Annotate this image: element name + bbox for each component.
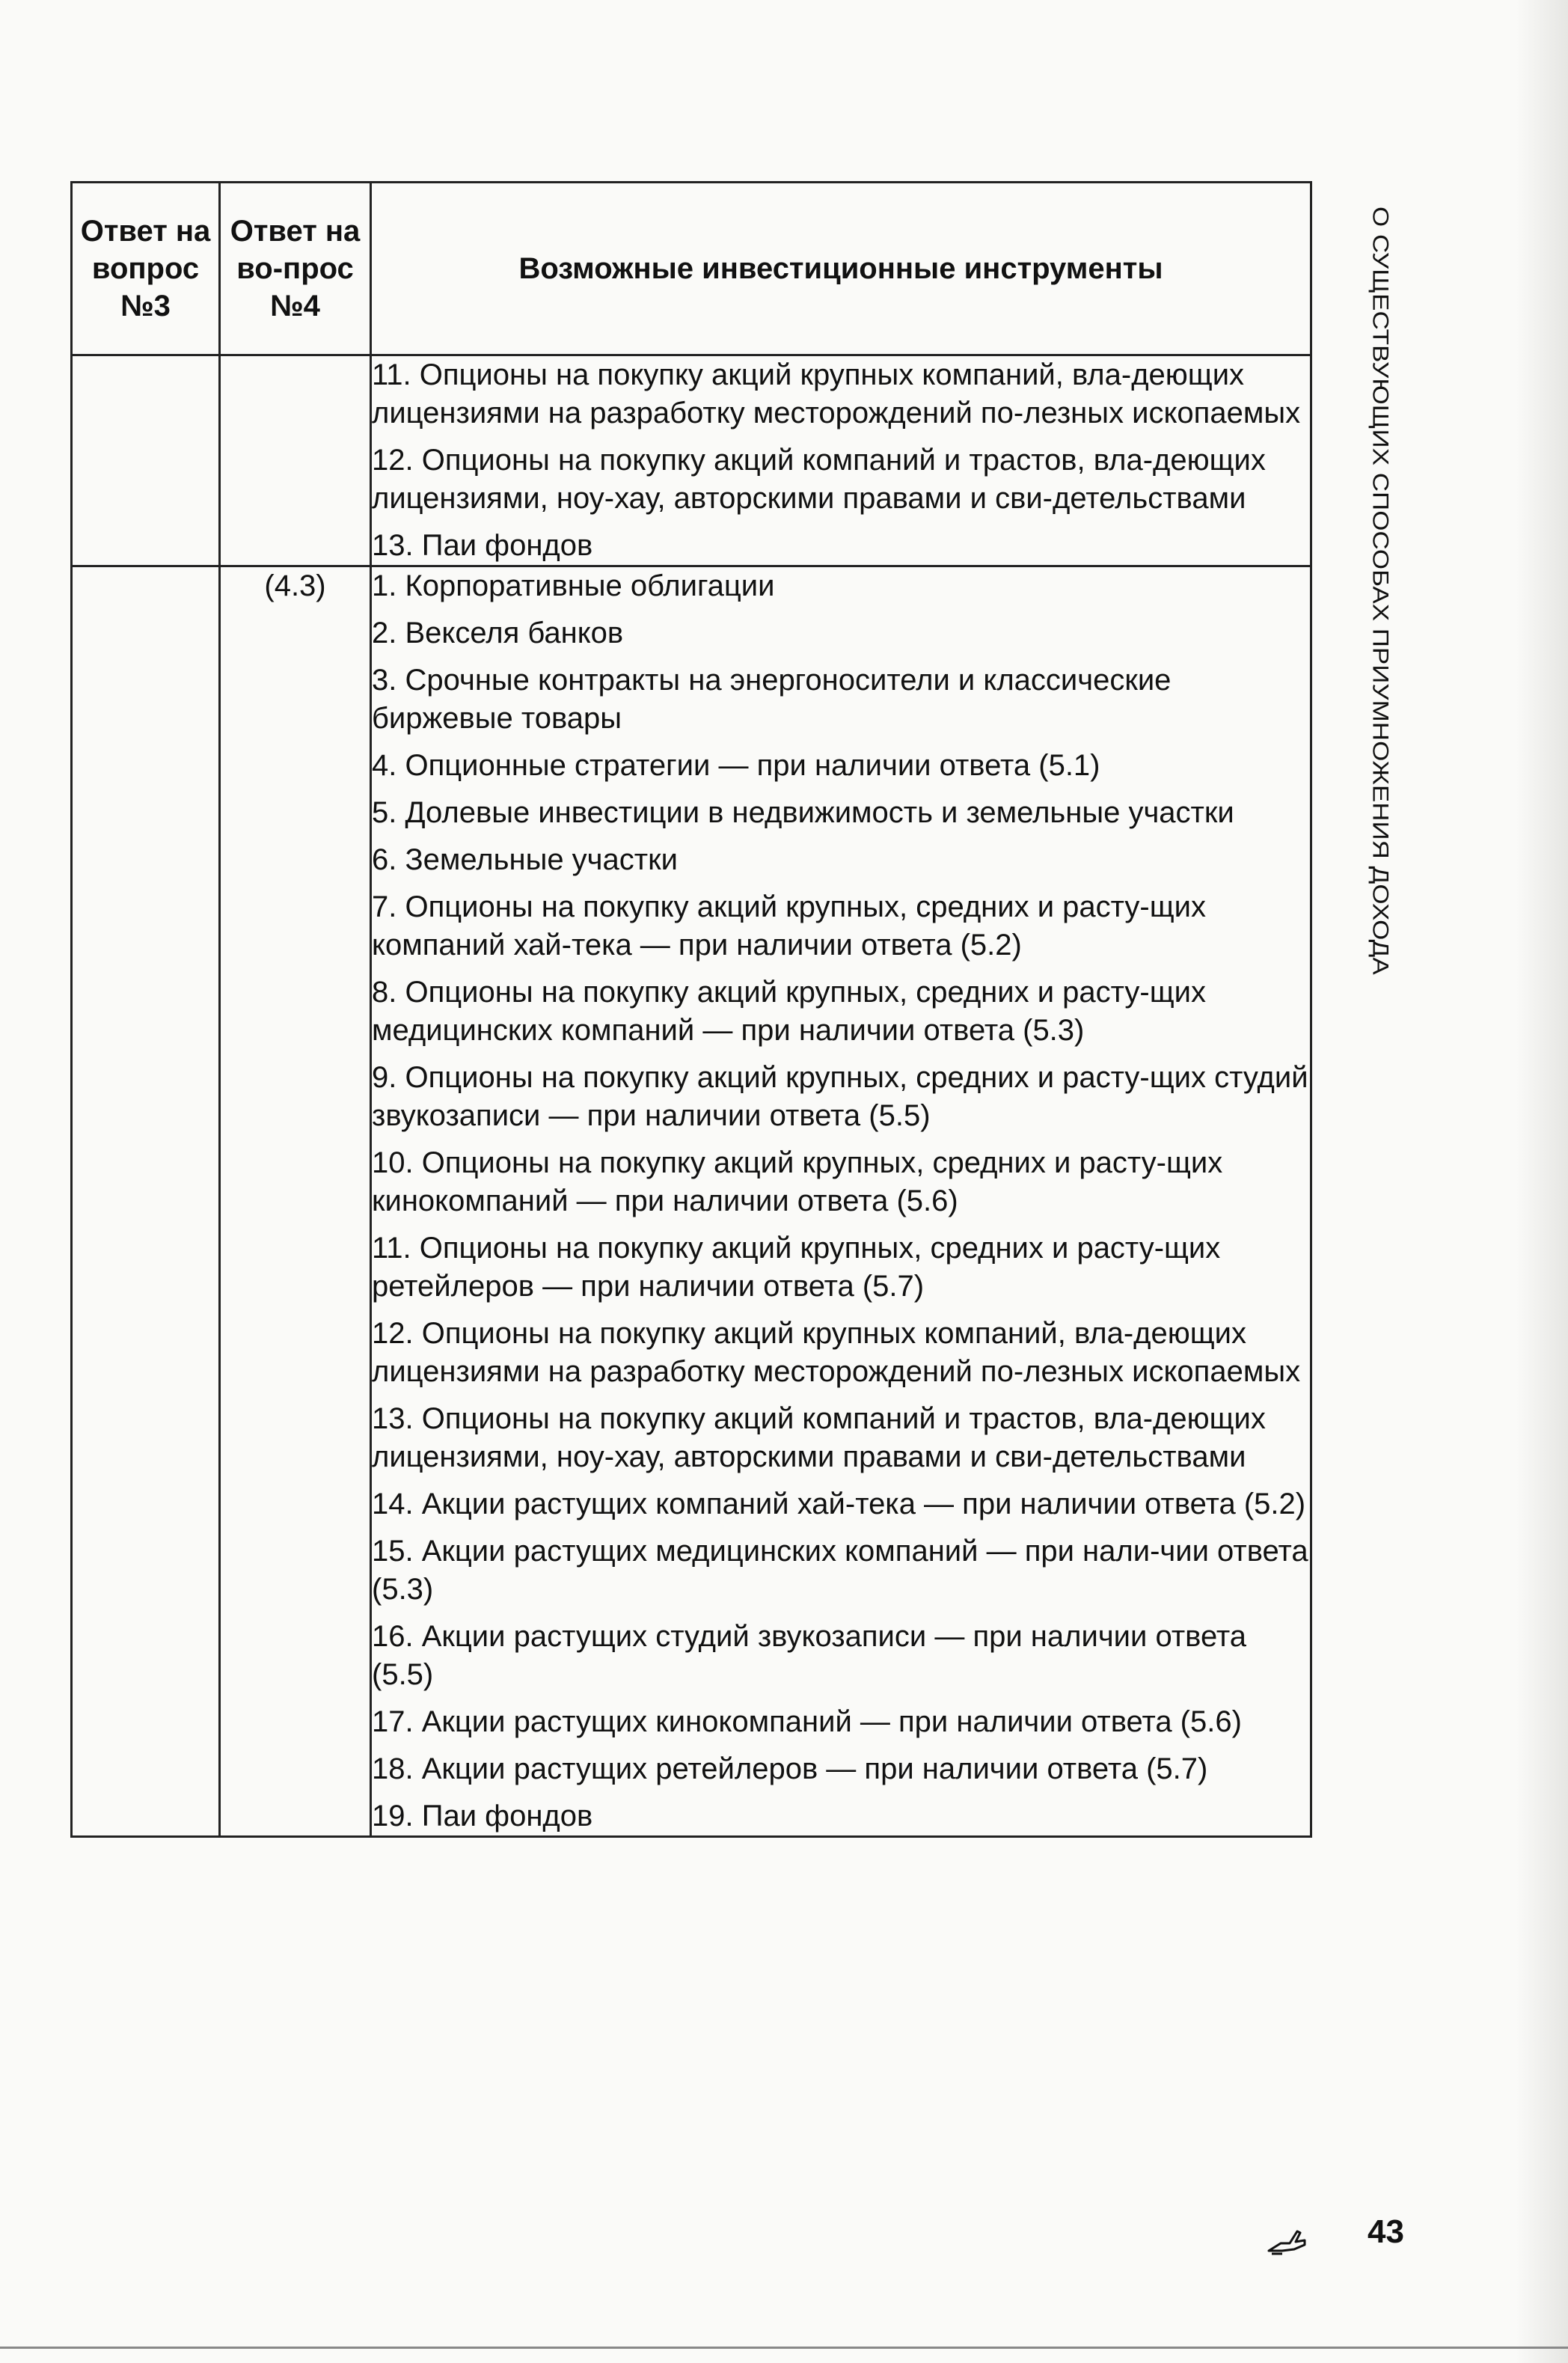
list-item: 19. Паи фондов bbox=[372, 1800, 593, 1832]
list-item: 17. Акции растущих кинокомпаний — при наличии ответа (5.6) bbox=[372, 1705, 1242, 1738]
list-item: 12. Опционы на покупку акций крупных компаний, вла-деющих лицензиями на разработку месторождений по-лезных ископаемых bbox=[372, 1317, 1301, 1388]
list-item: 8. Опционы на покупку акций крупных, средних и расту-щих медицинских компаний — при наличии ответа (5.3) bbox=[372, 976, 1206, 1047]
list-item: 15. Акции растущих медицинских компаний — при нали-чии ответа (5.3) bbox=[372, 1535, 1308, 1606]
table-row bbox=[72, 355, 1311, 566]
table-header-row bbox=[72, 183, 1311, 355]
row2-q4-cell: (4.3) bbox=[220, 566, 371, 1837]
list-item: 16. Акции растущих студий звукозаписи — при наличии ответа (5.5) bbox=[372, 1620, 1246, 1691]
page-number: 43 bbox=[1368, 2213, 1404, 2250]
list-item: 3. Срочные контракты на энергоносители и классические биржевые товары bbox=[372, 664, 1172, 735]
list-item: 10. Опционы на покупку акций крупных, средних и расту-щих кинокомпаний — при наличии ответа (5.6) bbox=[372, 1146, 1223, 1217]
list-item: 14. Акции растущих компаний хай-тека — при наличии ответа (5.2) bbox=[372, 1488, 1306, 1520]
list-item: 9. Опционы на покупку акций крупных, средних и расту-щих студий звукозаписи — при наличии ответа (5.5) bbox=[372, 1061, 1308, 1132]
list-item: 7. Опционы на покупку акций крупных, средних и расту-щих компаний хай-тека — при наличии ответа (5.2) bbox=[372, 890, 1206, 962]
table-row bbox=[72, 566, 1311, 1837]
header-q4: Ответ на во-прос №4 bbox=[220, 183, 371, 355]
list-item: 11. Опционы на покупку акций крупных компаний, вла-деющих лицензиями на разработку месторождений по-лезных ископаемых bbox=[372, 358, 1301, 430]
row1-q4-cell bbox=[220, 355, 371, 566]
row1-items-cell bbox=[371, 355, 1311, 566]
row2-items-cell bbox=[371, 566, 1311, 1837]
row2-q3-cell bbox=[72, 566, 220, 1837]
list-item: 6. Земельные участки bbox=[372, 843, 678, 876]
list-item: 12. Опционы на покупку акций компаний и трастов, вла-деющих лицензиями, ноу-хау, авторскими правами и сви-детельствами bbox=[372, 444, 1266, 515]
running-header: О СУЩЕСТВУЮЩИХ СПОСОБАХ ПРИУМНОЖЕНИЯ ДОХОДА bbox=[1368, 207, 1393, 975]
page-edge-shadow bbox=[1516, 0, 1568, 2363]
list-item: 11. Опционы на покупку акций крупных, средних и расту-щих ретейлеров — при наличии ответа (5.7) bbox=[372, 1232, 1221, 1303]
list-item: 13. Паи фондов bbox=[372, 529, 593, 562]
list-item: 13. Опционы на покупку акций компаний и трастов, вла-деющих лицензиями, ноу-хау, авторскими правами и сви-детельствами bbox=[372, 1402, 1266, 1473]
header-instruments: Возможные инвестиционные инструменты bbox=[371, 183, 1311, 355]
list-item: 1. Корпоративные облигации bbox=[372, 569, 775, 602]
pointing-hand-icon bbox=[1264, 2221, 1309, 2258]
list-item: 5. Долевые инвестиции в недвижимость и земельные участки bbox=[372, 796, 1234, 829]
page-bottom-rule bbox=[0, 2347, 1568, 2349]
investment-table bbox=[70, 181, 1312, 1838]
header-q3: Ответ на вопрос №3 bbox=[72, 183, 220, 355]
row1-q3-cell bbox=[72, 355, 220, 566]
list-item: 18. Акции растущих ретейлеров — при наличии ответа (5.7) bbox=[372, 1752, 1208, 1785]
list-item: 4. Опционные стратегии — при наличии ответа (5.1) bbox=[372, 749, 1100, 782]
list-item: 2. Векселя банков bbox=[372, 617, 624, 649]
